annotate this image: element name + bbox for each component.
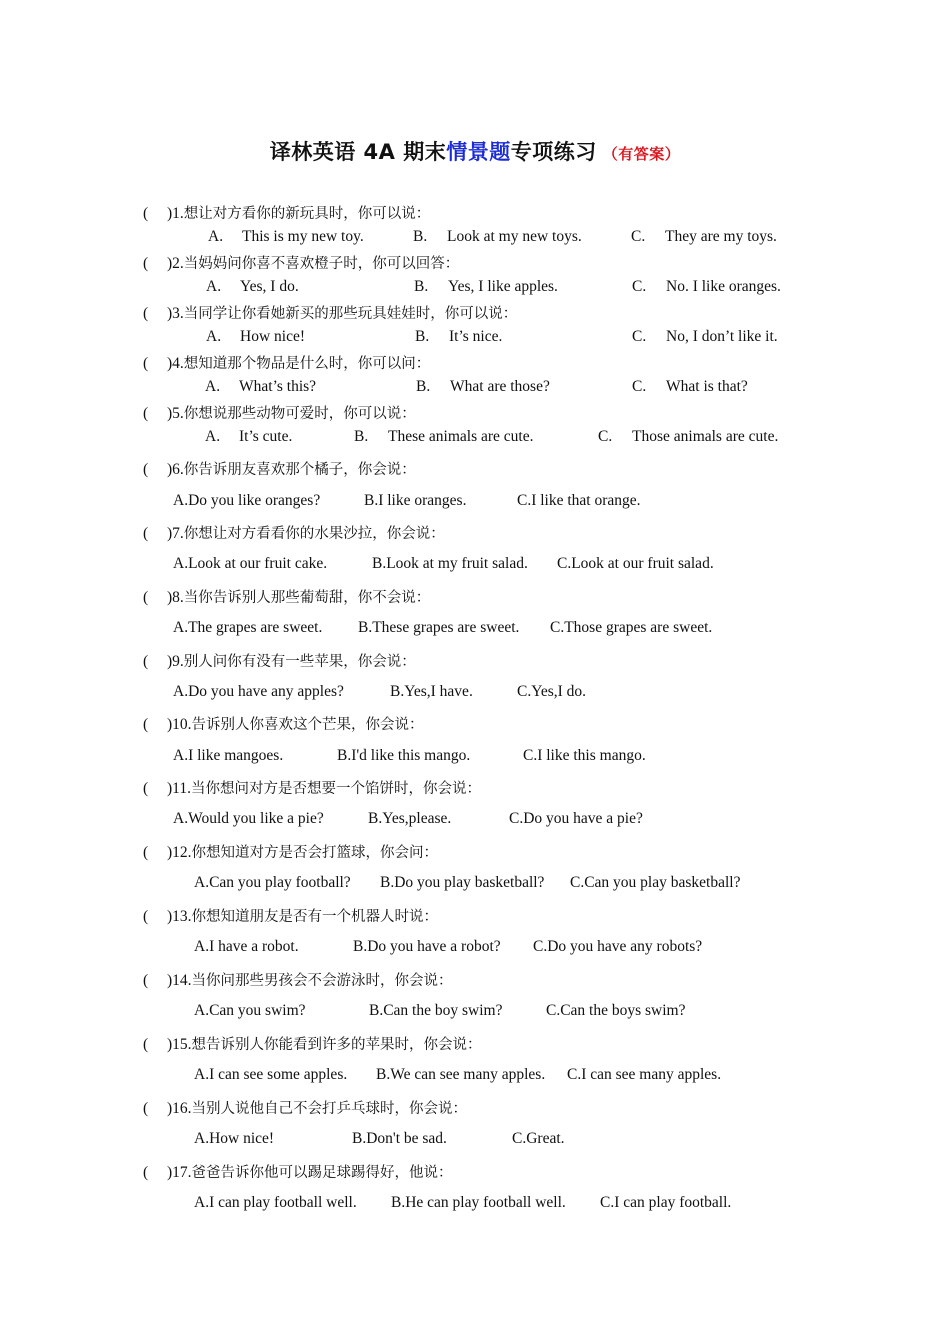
option-c: C.Look at our fruit salad. (557, 555, 714, 572)
question-stem: ( )14.当你问那些男孩会不会游泳时，你会说： (143, 972, 453, 989)
option-b: B.We can see many apples. (376, 1066, 546, 1083)
option-c: C.I like this mango. (523, 747, 646, 764)
question-stem: ( )4.想知道那个物品是什么时，你可以问： (143, 355, 431, 372)
option-a: A. Yes, I do. (206, 278, 299, 295)
option-b: B. Look at my new toys. (413, 228, 582, 245)
question-stem: ( )7.你想让对方看看你的水果沙拉，你会说： (143, 525, 445, 542)
option-c: C. No, I don’t like it. (632, 328, 778, 345)
question-stem: ( )2.当妈妈问你喜不喜欢橙子时，你可以回答： (143, 255, 460, 272)
title-suffix: 专项练习 (510, 140, 597, 164)
option-c: C.I like that orange. (517, 492, 641, 509)
option-c: C.Can you play basketball? (570, 874, 741, 891)
option-b: B. These animals are cute. (354, 428, 534, 445)
question-stem: ( )13.你想知道朋友是否有一个机器人时说： (143, 908, 439, 925)
question-stem: ( )12.你想知道对方是否会打篮球，你会问： (143, 844, 439, 861)
option-b: B.I like oranges. (364, 492, 467, 509)
question-stem: ( )8.当你告诉别人那些葡萄甜，你不会说： (143, 589, 431, 606)
question-stem: ( )17.爸爸告诉你他可以踢足球踢得好，他说： (143, 1164, 453, 1181)
option-b: B. It’s nice. (415, 328, 503, 345)
option-c: C. What is that? (632, 378, 748, 395)
option-c: C.Those grapes are sweet. (550, 619, 713, 636)
question-stem: ( )11.当你想问对方是否想要一个馅饼时，你会说： (143, 780, 481, 797)
question-stem: ( )6.你告诉朋友喜欢那个橘子，你会说： (143, 461, 416, 478)
title-note: （有答案） (602, 145, 681, 163)
option-c: C.I can play football. (600, 1194, 732, 1211)
option-a: A. It’s cute. (205, 428, 293, 445)
option-b: B.I'd like this mango. (337, 747, 471, 764)
option-c: C.Great. (512, 1130, 565, 1147)
option-c: C. They are my toys. (631, 228, 777, 245)
option-a: A.I like mangoes. (173, 747, 284, 764)
question-stem: ( )5.你想说那些动物可爱时，你可以说： (143, 405, 416, 422)
option-b: B. Yes, I like apples. (414, 278, 558, 295)
option-b: B.Can the boy swim? (369, 1002, 503, 1019)
title-main: 译林英语 4A 期末 (269, 140, 447, 164)
question-stem: ( )9.别人问你有没有一些苹果，你会说： (143, 653, 416, 670)
question-stem: ( )10.告诉别人你喜欢这个芒果，你会说： (143, 716, 424, 733)
option-c: C.Do you have a pie? (509, 810, 643, 827)
option-b: B.Don't be sad. (352, 1130, 447, 1147)
option-c: C.Do you have any robots? (533, 938, 703, 955)
question-stem: ( )16.当别人说他自己不会打乒乓球时，你会说： (143, 1100, 468, 1117)
page-title (0, 136, 950, 166)
option-a: A.I can play football well. (194, 1194, 357, 1211)
option-b: B.He can play football well. (391, 1194, 566, 1211)
option-a: A.How nice! (194, 1130, 275, 1147)
option-c: C.Yes,I do. (517, 683, 587, 700)
option-a: A.I can see some apples. (194, 1066, 348, 1083)
option-a: A.I have a robot. (194, 938, 299, 955)
option-a: A. How nice! (206, 328, 305, 345)
title-highlight: 情景题 (446, 140, 511, 164)
option-a: A.Can you play football? (194, 874, 351, 891)
option-a: A. What’s this? (205, 378, 317, 395)
option-c: C.I can see many apples. (567, 1066, 722, 1083)
option-a: A.Can you swim? (194, 1002, 306, 1019)
option-b: B.Look at my fruit salad. (372, 555, 528, 572)
option-b: B. What are those? (416, 378, 550, 395)
option-b: B.Yes,I have. (390, 683, 473, 700)
option-c: C.Can the boys swim? (546, 1002, 686, 1019)
option-b: B.These grapes are sweet. (358, 619, 520, 636)
option-a: A.Do you have any apples? (173, 683, 344, 700)
option-a: A.The grapes are sweet. (173, 619, 323, 636)
option-c: C. Those animals are cute. (598, 428, 779, 445)
option-b: B.Do you have a robot? (353, 938, 501, 955)
option-a: A.Do you like oranges? (173, 492, 321, 509)
option-c: C. No. I like oranges. (632, 278, 781, 295)
option-a: A.Look at our fruit cake. (173, 555, 328, 572)
question-stem: ( )3.当同学让你看她新买的那些玩具娃娃时，你可以说： (143, 305, 518, 322)
option-a: A.Would you like a pie? (173, 810, 324, 827)
option-a: A. This is my new toy. (208, 228, 364, 245)
question-stem: ( )15.想告诉别人你能看到许多的苹果时，你会说： (143, 1036, 482, 1053)
option-b: B.Do you play basketball? (380, 874, 545, 891)
option-b: B.Yes,please. (368, 810, 452, 827)
question-stem: ( )1.想让对方看你的新玩具时，你可以说： (143, 205, 431, 222)
